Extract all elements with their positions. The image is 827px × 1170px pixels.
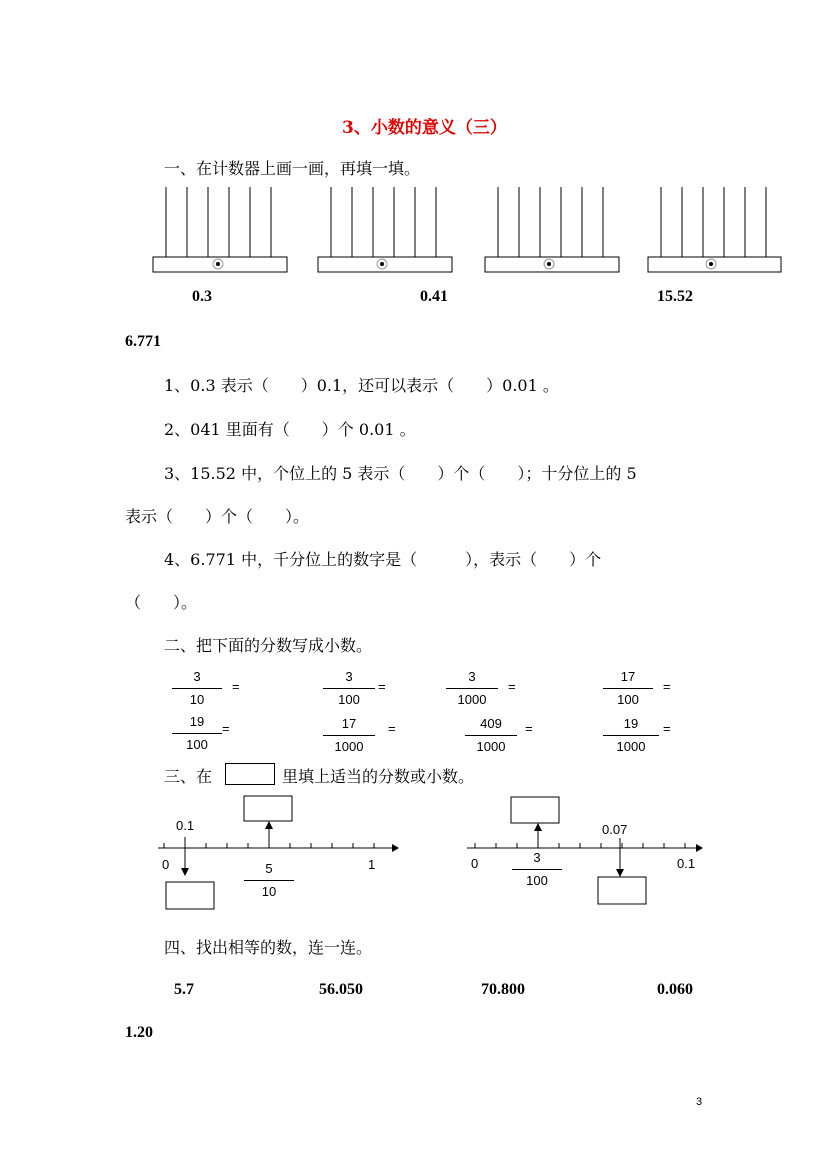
line1-marker-label: 0.1	[176, 818, 195, 833]
abacus-4	[648, 187, 781, 272]
fraction-bar	[603, 735, 659, 736]
fraction-r2-1	[172, 714, 222, 753]
question-3-line-2: 表示（ ）个（ ）。	[125, 507, 310, 526]
section4-heading: 四、找出相等的数，连一连。	[164, 938, 373, 957]
line2-marker-label: 0.07	[602, 822, 628, 837]
numerator: 409	[480, 716, 502, 731]
equals-sign: =	[663, 679, 671, 694]
fraction-r1-3	[446, 669, 498, 708]
section3-heading-start: 三、在	[164, 767, 213, 786]
denominator: 100	[186, 737, 208, 752]
equals-sign: =	[388, 721, 396, 736]
denominator: 1000	[457, 692, 487, 707]
match-value-1: 5.7	[174, 981, 194, 998]
denominator: 100	[526, 873, 548, 888]
numerator: 17	[620, 669, 636, 684]
fraction-bar	[446, 688, 498, 689]
abacus-value-2: 0.41	[420, 288, 448, 305]
fraction-r1-4	[603, 669, 653, 708]
denominator: 10	[261, 884, 277, 899]
question-2: 2、041 里面有（ ）个 0.01 。	[164, 420, 416, 439]
abacus-value-1: 0.3	[192, 288, 212, 305]
equals-sign: =	[222, 721, 230, 736]
abacus-value-4: 6.771	[125, 333, 161, 350]
fraction-bar	[323, 735, 375, 736]
question-4-line-1: 4、6.771 中，千分位上的数字是（ ），表示（ ）个	[164, 550, 602, 569]
numerator: 17	[341, 716, 357, 731]
fraction-r2-3	[465, 716, 517, 755]
abacus-2	[318, 187, 452, 272]
denominator: 1000	[476, 739, 506, 754]
fraction-bar	[172, 688, 222, 689]
match-value-2: 56.050	[319, 981, 363, 998]
fraction-bar	[244, 880, 294, 881]
section2-heading: 二、把下面的分数写成小数。	[164, 636, 373, 655]
answer-box-sample	[225, 763, 275, 785]
fraction-bar	[323, 688, 375, 689]
fraction-bar	[172, 733, 222, 734]
line2-fraction	[512, 850, 562, 889]
question-1: 1、0.3 表示（ ）0.1，还可以表示（ ）0.01 。	[164, 376, 559, 395]
equals-sign: =	[378, 679, 386, 694]
numerator: 5	[265, 861, 273, 876]
fraction-r2-2	[323, 716, 375, 755]
numerator: 3	[533, 850, 541, 865]
denominator: 100	[338, 692, 360, 707]
equals-sign: =	[232, 679, 240, 694]
number-line-2	[467, 797, 703, 904]
line2-end-label: 0.1	[677, 856, 696, 871]
abacus-3	[485, 187, 619, 272]
numerator: 3	[345, 669, 353, 684]
fraction-r1-1	[172, 669, 222, 708]
page-title: 3、小数的意义（三）	[342, 118, 507, 138]
match-value-5: 1.20	[125, 1024, 153, 1041]
section3-heading-end: 里填上适当的分数或小数。	[282, 767, 475, 786]
match-value-4: 0.060	[657, 981, 693, 998]
line2-start-label: 0	[471, 856, 479, 871]
match-value-3: 70.800	[481, 981, 525, 998]
page-number: 3	[696, 1096, 703, 1108]
abacus-1	[153, 187, 287, 272]
line1-end-label: 1	[368, 857, 376, 872]
numerator: 19	[189, 714, 205, 729]
fraction-bar	[512, 869, 562, 870]
fraction-r1-2	[323, 669, 375, 708]
fraction-bar	[465, 735, 517, 736]
question-3-line-1: 3、15.52 中，个位上的 5 表示（ ）个（ ）；十分位上的 5	[164, 464, 637, 483]
fraction-r2-4	[603, 716, 659, 755]
equals-sign: =	[663, 721, 671, 736]
equals-sign: =	[525, 721, 533, 736]
line1-start-label: 0	[162, 857, 170, 872]
line1-fraction	[244, 861, 294, 900]
denominator: 10	[189, 692, 205, 707]
numerator: 19	[623, 716, 639, 731]
question-4-line-2: （ ）。	[125, 593, 198, 612]
section1-heading: 一、在计数器上画一画，再填一填。	[164, 159, 421, 178]
numerator: 3	[193, 669, 201, 684]
abacus-value-3: 15.52	[657, 288, 693, 305]
numerator: 3	[468, 669, 476, 684]
denominator: 100	[617, 692, 639, 707]
equals-sign: =	[508, 679, 516, 694]
denominator: 1000	[616, 739, 646, 754]
fraction-bar	[603, 688, 653, 689]
denominator: 1000	[334, 739, 364, 754]
